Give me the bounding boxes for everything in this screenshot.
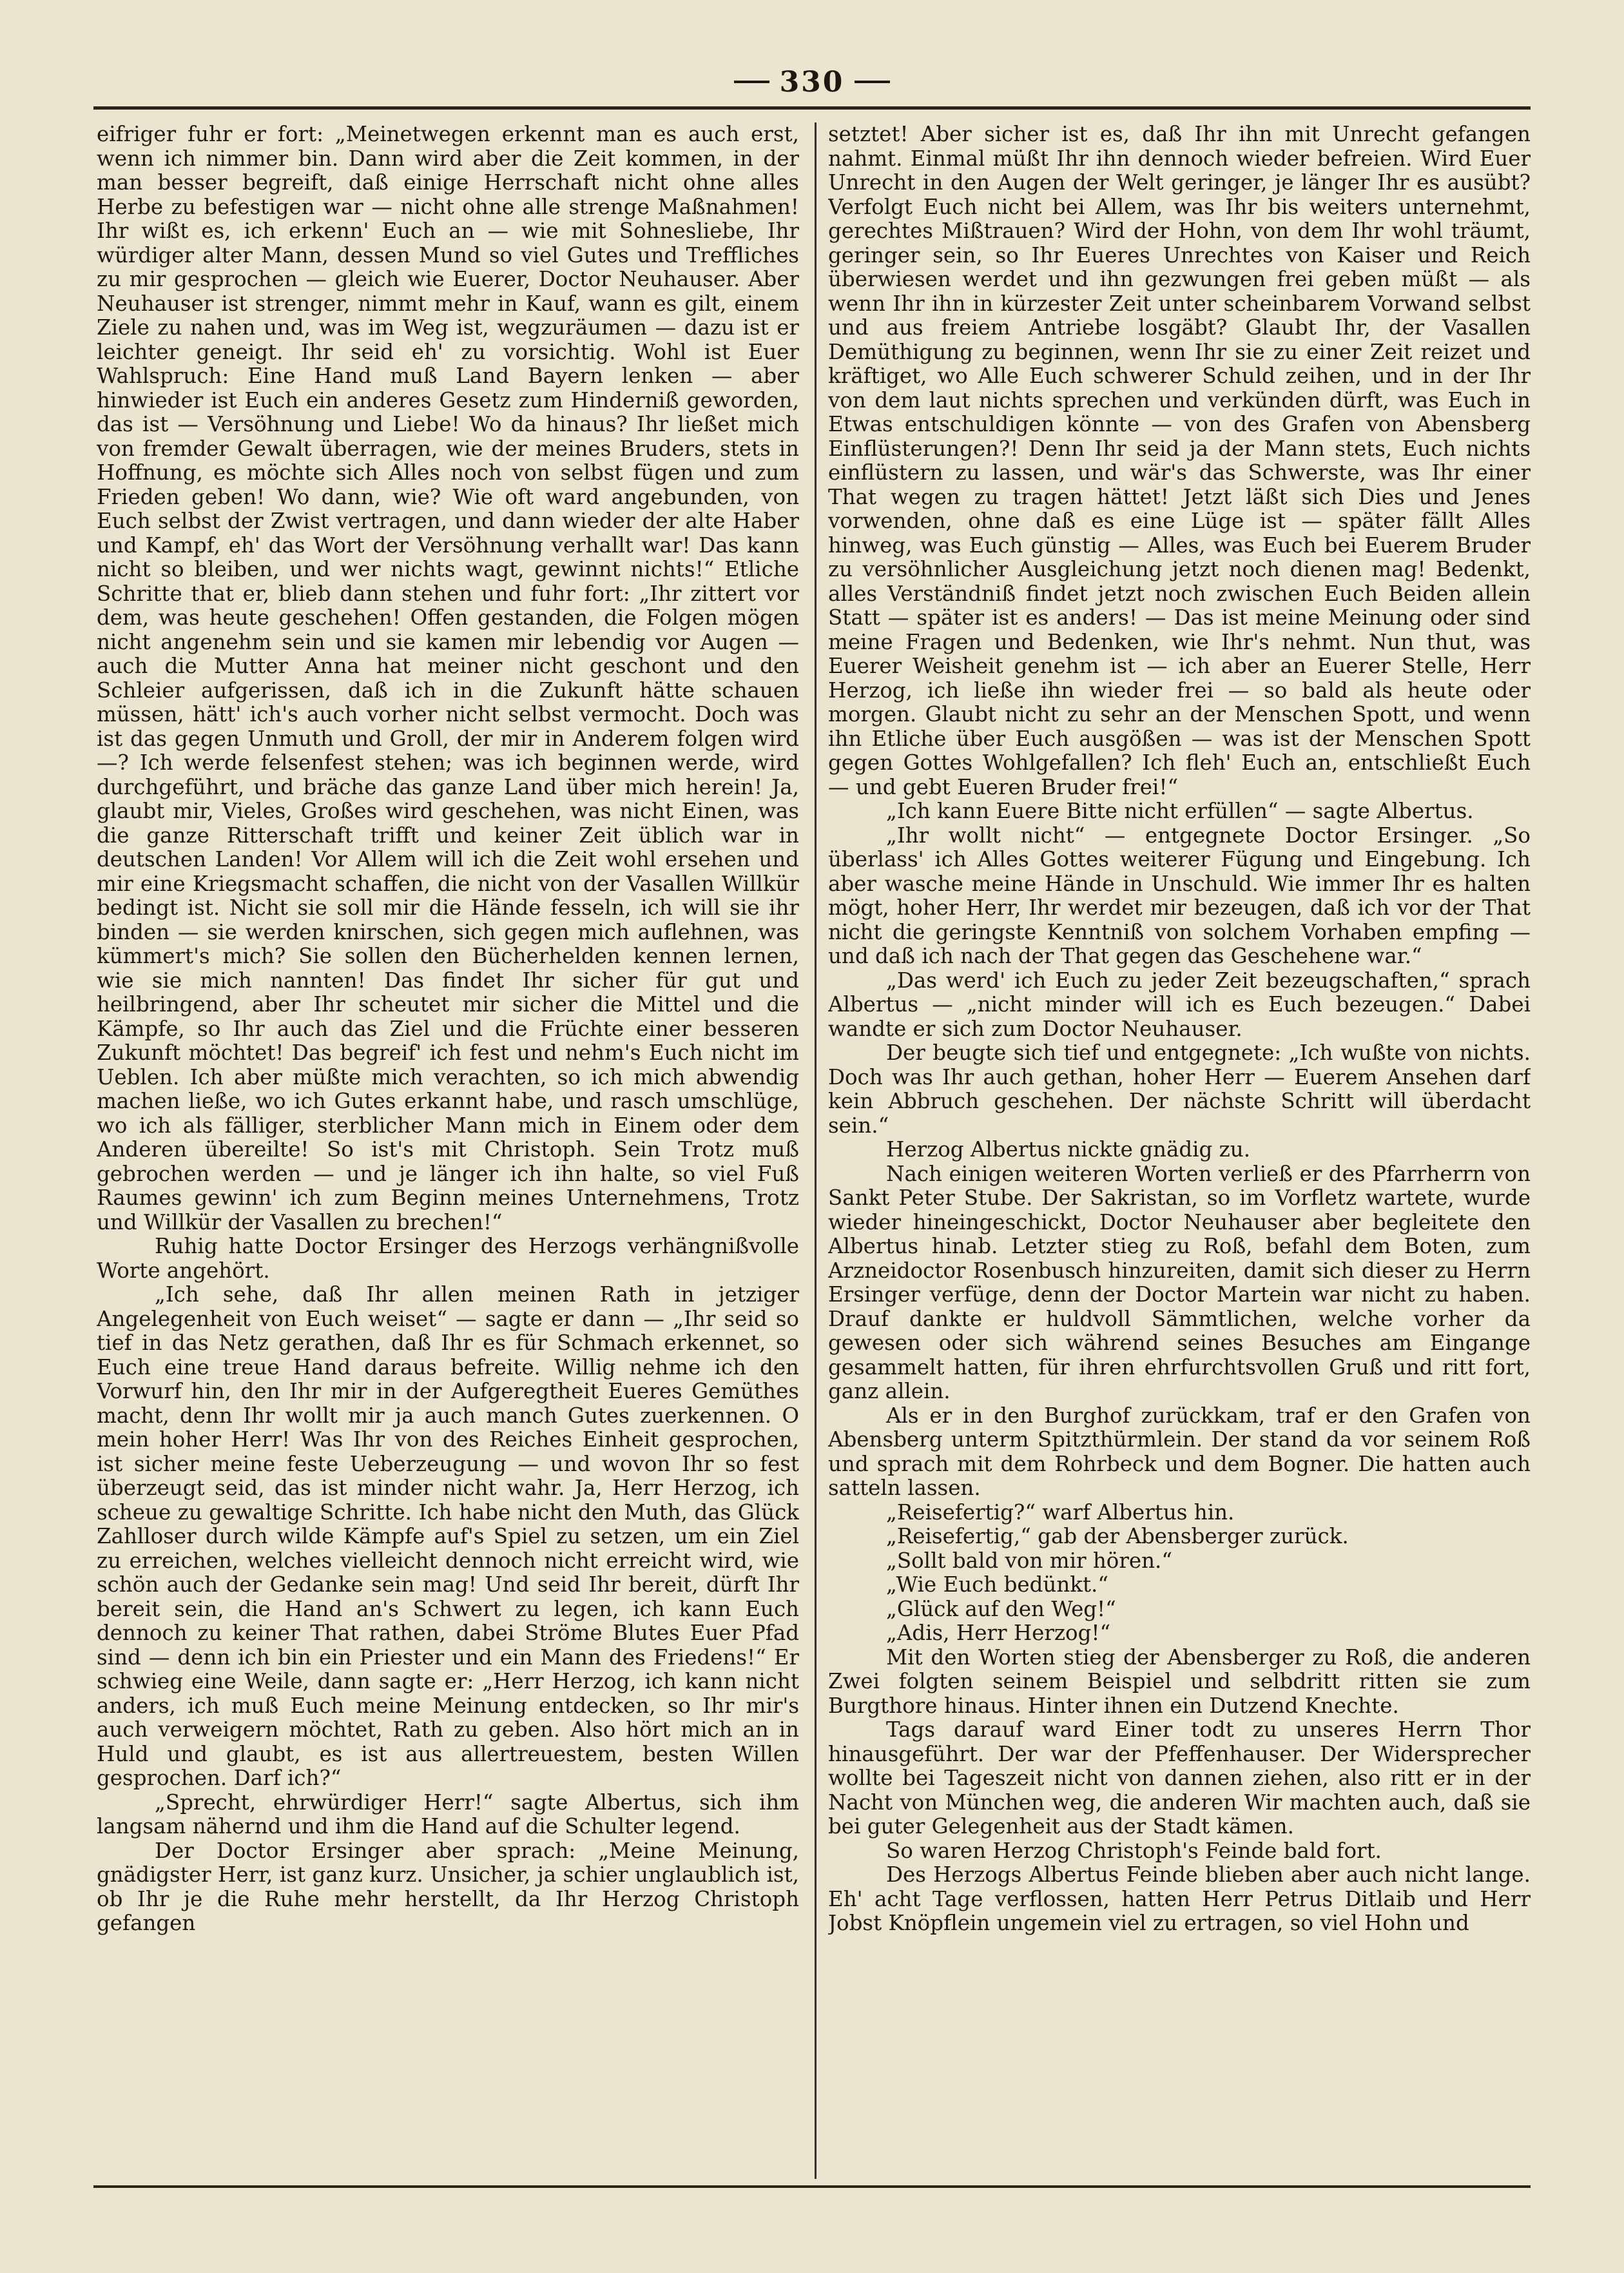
header-right-dash <box>855 81 890 83</box>
page-number: 330 <box>779 65 845 99</box>
paragraph: Der Doctor Ersinger aber sprach: „Meine Meinung, gnädigster Herr, ist ganz kurz. Unsicher, ja schier unglaublich ist, ob Ihr je die Ruhe mehr herstellt, da Ihr Herzog Christoph gefangen <box>97 1838 799 1935</box>
page-header <box>0 59 1624 104</box>
paragraph: eifriger fuhr er fort: „Meinetwegen erkennt man es auch erst, wenn ich nimmer bin. Dann wird aber die Zeit kommen, in der man besser begreift, daß einige Herrschaft nicht ohne alles Herbe zu befestigen war — nicht ohne alle strenge Maßnahmen! Ihr wißt es, ich erkenn' Euch an — wie mit Sohnesliebe, Ihr würdiger alter Mann, dessen Mund so viel Gutes und Treffliches zu mir gesprochen — gleich wie Euerer, Doctor Neuhauser. Aber Neuhauser ist strenger, nimmt mehr in Kauf, wann es gilt, einem Ziele zu nahen und, was im Weg ist, wegzuräumen — dazu ist er leichter geneigt. Ihr seid eh' zu vorsichtig. Wohl ist Euer Wahlspruch: Eine Hand muß Land Bayern lenken — aber hinwieder ist Euch ein anderes Gesetz zum Hinderniß geworden, das ist — Versöhnung und Liebe! Wo da hinaus? Ihr ließet mich von fremder Gewalt überragen, wie der meines Bruders, stets in Hoffnung, es möchte sich Alles noch von selbst fügen und zum Frieden geben! Wo dann, wie? Wie oft ward angebunden, von Euch selbst der Zwist vertragen, und dann wieder der alte Haber und Kampf, eh' das Wort der Versöhnung verhallt war! Das kann nicht so bleiben, und wer nichts wagt, gewinnt nichts!“ Etliche Schritte that er, blieb dann stehen und fuhr fort: „Ihr zittert vor dem, was heute geschehen! Offen gestanden, die Folgen mögen nicht angenehm sein und sie kamen mir lebendig vor Augen — auch die Mutter Anna hat meiner nicht geschont und den Schleier aufgerissen, daß ich in die Zukunft hätte schauen müssen, hätt' ich's auch vorher nicht selbst vermocht. Doch was ist das gegen Unmuth und Groll, der mir in Anderem folgen wird —? Ich werde felsenfest stehen; was ich beginnen werde, wird durchgeführt, und bräche das ganze Land über mich herein! Ja, glaubt mir, Vieles, Großes wird geschehen, was nicht Einen, was die ganze Ritterschaft trifft und keiner Zeit üblich war in deutschen Landen! Vor Allem will ich die Zeit wohl ersehen und mir eine Kriegsmacht schaffen, die nicht von der Vasallen Willkür bedingt ist. Nicht sie soll mir die Hände fesseln, ich will sie ihr binden — sie werden knirschen, sich gegen mich auflehnen, was kümmert's mich? Sie sollen den Bücherhelden kennen lernen, wie sie mich nannten! Das findet Ihr sicher für gut und heilbringend, aber Ihr scheutet mir sicher die Mittel und die Kämpfe, so Ihr auch das Ziel und die Früchte einer besseren Zukunft möchtet! Das begreif' ich fest und nehm's Euch nicht im Ueblen. Ich aber müßte mich verachten, so ich mich abwendig machen ließe, wo ich Gutes erkannt habe, und rasch umschlüge, wo ich als fälliger, sterblicher Mann mich in Einem oder dem Anderen übereilte! So ist's mit Christoph. Sein Trotz muß gebrochen werden — und je länger ich ihn halte, so viel Fuß Raumes gewinn' ich zum Beginn meines Unternehmens, Trotz und Willkür der Vasallen zu brechen!“ <box>97 122 799 1234</box>
paragraph: Tags darauf ward Einer todt zu unseres Herrn Thor hinausgeführt. Der war der Pfeffenhauser. Der Widersprecher wollte bei Tageszeit nicht von dannen ziehen, also ritt er in der Nacht von München weg, die anderen Wir machten auch, daß sie bei guter Gelegenheit aus der Stadt kämen. <box>828 1717 1531 1839</box>
paragraph: Der beugte sich tief und entgegnete: „Ich wußte von nichts. Doch was Ihr auch gethan, hoher Herr — Euerem Ansehen darf kein Abbruch geschehen. Der nächste Schritt will überdacht sein.“ <box>828 1040 1531 1138</box>
left-column <box>97 122 799 2179</box>
paragraph: „Ich sehe, daß Ihr allen meinen Rath in jetziger Angelegenheit von Euch weiset“ — sagte er dann — „Ihr seid so tief in das Netz gerathen, daß Ihr es für Schmach erkennet, so Euch eine treue Hand daraus befreite. Willig nehme ich den Vorwurf hin, den Ihr mir in der Aufgeregtheit Eueres Gemüthes macht, denn Ihr wollt mir ja auch manch Gutes zuerkennen. O mein hoher Herr! Was Ihr von des Reiches Einheit gesprochen, ist sicher meine feste Ueberzeugung — und wovon Ihr so fest überzeugt seid, das ist minder nicht wahr. Ja, Herr Herzog, ich scheue zu gewaltige Schritte. Ich habe nicht den Muth, das Glück Zahlloser durch wilde Kämpfe auf's Spiel zu setzen, um ein Ziel zu erreichen, welches vielleicht dennoch nicht erreicht wird, wie schön auch der Gedanke sein mag! Und seid Ihr bereit, dürft Ihr bereit sein, die Hand an's Schwert zu legen, ich kann Euch dennoch zu keiner That rathen, dabei Ströme Blutes Euer Pfad sind — denn ich bin ein Priester und ein Mann des Friedens!“ Er schwieg eine Weile, dann sagte er: „Herr Herzog, ich kann nicht anders, ich muß Euch meine Meinung entdecken, so Ihr mir's auch verweigern möchtet, Rath zu geben. Also hört mich an in Huld und glaubt, es ist aus allertreuestem, besten Willen gesprochen. Darf ich?“ <box>97 1282 799 1790</box>
paragraph: Herzog Albertus nickte gnädig zu. <box>886 1137 1251 1162</box>
paragraph: setztet! Aber sicher ist es, daß Ihr ihn mit Unrecht gefangen nahmt. Einmal müßt Ihr ihn dennoch wieder befreien. Wird Euer Unrecht in den Augen der Welt geringer, je länger Ihr es ausübt? Verfolgt Euch nicht bei Allem, was Ihr bis weiters unternehmt, gerechtes Mißtrauen? Wird der Hohn, von dem Ihr wohl träumt, geringer sein, so Ihr Eueres Unrechtes von Kaiser und Reich überwiesen werdet und ihn gezwungen frei geben müßt — als wenn Ihr ihn in kürzester Zeit unter scheinbarem Vorwand selbst und aus freiem Antriebe losgäbt? Glaubt Ihr, der Vasallen Demüthigung zu beginnen, wenn Ihr sie zu einer Zeit reizet und kräftiget, wo Alle Euch schwerer Schuld zeihen, und in der Ihr von dem laut nichts sprechen und verkünden dürft, was Euch in Etwas entschuldigen könnte — von des Grafen von Abensberg Einflüsterungen?! Denn Ihr seid ja der Mann stets, Euch nichts einflüstern zu lassen, und wär's das Schwerste, was Ihr einer That wegen zu tragen hättet! Jetzt läßt sich Dies und Jenes vorwenden, ohne daß es eine Lüge ist — später fällt Alles hinweg, was Euch günstig — Alles, was Euch bei Euerem Bruder zu versöhnlicher Ausgleichung jetzt noch dienen mag! Bedenkt, alles Verständniß findet jetzt noch zwischen Euch Beiden allein Statt — später ist es anders! — Das ist meine Meinung oder sind meine Fragen und Bedenken, wie Ihr's nehmt. Nun thut, was Euerer Weisheit genehm ist — ich aber an Euerer Stelle, Herr Herzog, ich ließe ihn wieder frei — so bald als heute oder morgen. Glaubt nicht zu sehr an der Menschen Spott, und wenn ihn Etliche über Euch ausgößen — was ist der Menschen Spott gegen Gottes Wohlgefallen? Ich fleh' Euch an, entschließt Euch — und gebt Eueren Bruder frei!“ <box>828 122 1531 799</box>
right-column <box>828 122 1531 2179</box>
paragraph: „Sprecht, ehrwürdiger Herr!“ sagte Albertus, sich ihm langsam nähernd und ihm die Hand auf die Schulter legend. <box>97 1790 799 1839</box>
paragraph: „Reisefertig?“ warf Albertus hin. <box>886 1499 1235 1525</box>
paragraph: Ruhig hatte Doctor Ersinger des Herzogs verhängnißvolle Worte angehört. <box>97 1234 799 1283</box>
paragraph: Mit den Worten stieg der Abensberger zu Roß, die anderen Zwei folgten seinem Beispiel und selbdritt ritten sie zum Burgthore hinaus. Hinter ihnen ein Dutzend Knechte. <box>828 1644 1531 1718</box>
paragraph: „Wie Euch bedünkt.“ <box>886 1572 1108 1597</box>
paragraph: „Reisefertig,“ gab der Abensberger zurück. <box>886 1524 1349 1548</box>
paragraph: „Sollt bald von mir hören.“ <box>886 1548 1172 1573</box>
paragraph: „Glück auf den Weg!“ <box>886 1596 1116 1621</box>
header-left-dash <box>734 81 769 83</box>
paragraph: „Ihr wollt nicht“ — entgegnete Doctor Ersinger. „So überlass' ich Alles Gottes weiterer Fügung und Eingebung. Ich aber wasche meine Hände in Unschuld. Wie immer Ihr es halten mögt, hoher Herr, Ihr werdet mir bezeugen, daß ich vor der That nicht die geringste Kenntniß von solchem Vorhaben empfing — und daß ich nach der That gegen das Geschehene war.“ <box>828 823 1531 968</box>
paragraph: Als er in den Burghof zurückkam, traf er den Grafen von Abensberg unterm Spitzthürmlein. Der stand da vor seinem Roß und sprach mit dem Rohrbeck und dem Bogner. Die hatten auch satteln lassen. <box>828 1403 1531 1500</box>
header-rule <box>93 106 1531 110</box>
paragraph: Des Herzogs Albertus Feinde blieben aber auch nicht lange. Eh' acht Tage verflossen, hatten Herr Petrus Ditlaib und Herr Jobst Knöpflein ungemein viel zu ertragen, so viel Hohn und <box>828 1862 1531 1935</box>
footer-rule <box>93 2185 1531 2188</box>
paragraph: „Adis, Herr Herzog!“ <box>886 1621 1111 1645</box>
paragraph: „Das werd' ich Euch zu jeder Zeit bezeugschaften,“ sprach Albertus — „nicht minder will ich es Euch bezeugen.“ Dabei wandte er sich zum Doctor Neuhauser. <box>828 968 1531 1041</box>
paragraph: „Ich kann Euere Bitte nicht erfüllen“ — sagte Albertus. <box>886 799 1474 823</box>
paragraph: So waren Herzog Christoph's Feinde bald fort. <box>886 1838 1382 1863</box>
column-divider <box>815 122 817 2179</box>
text-columns <box>97 122 1531 2179</box>
paragraph: Nach einigen weiteren Worten verließ er des Pfarrherrn von Sankt Peter Stube. Der Sakristan, so im Vorfletz wartete, wurde wieder hineingeschickt, Doctor Neuhauser aber begleitete den Albertus hinab. Letzter stieg zu Roß, befahl dem Boten, zum Arzneidoctor Rosenbusch hinzureiten, damit sich dieser zu Herrn Ersinger verfüge, denn der Doctor Martein war nicht zu haben. Drauf dankte er huldvoll Sämmtlichen, welche vorher da gewesen oder sich während seines Besuches am Eingange gesammelt hatten, für ihren ehrfurchtsvollen Gruß und ritt fort, ganz allein. <box>828 1161 1531 1403</box>
